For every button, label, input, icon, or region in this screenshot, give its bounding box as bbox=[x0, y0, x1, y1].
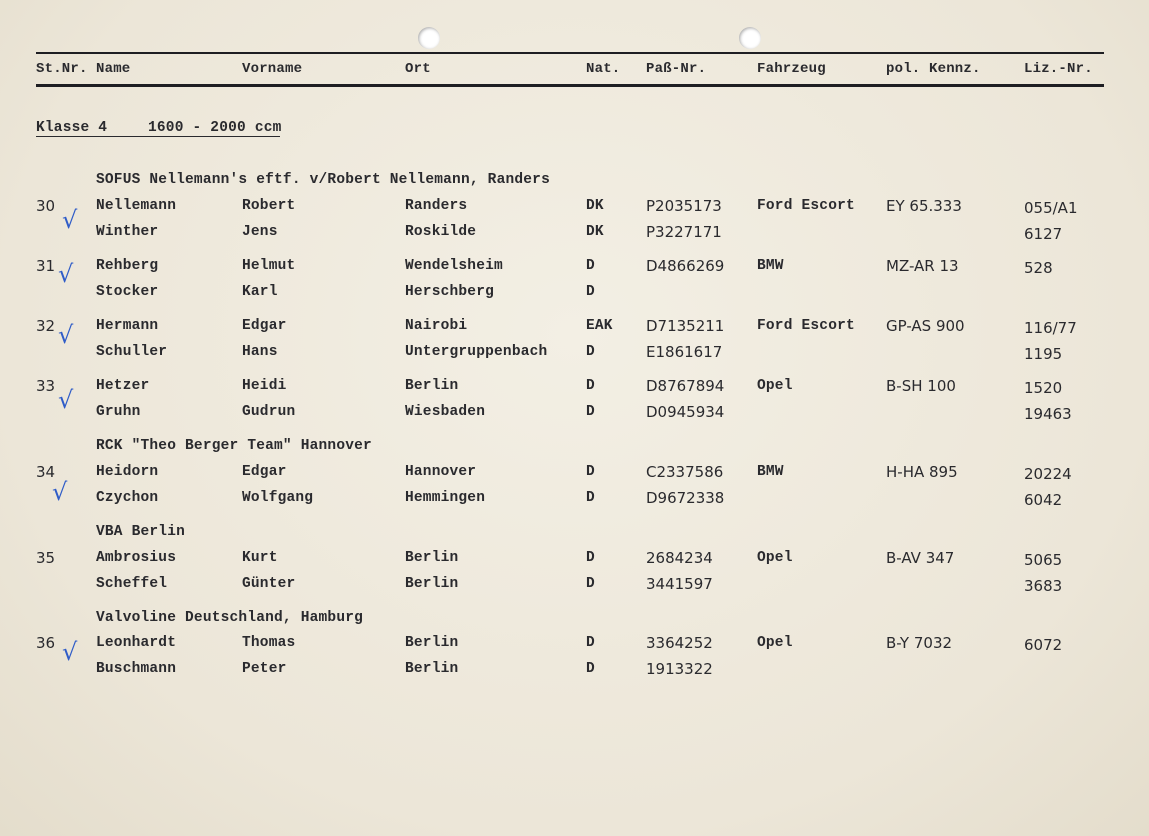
driver-nationality: D bbox=[586, 404, 595, 420]
header-col-kennz: pol. Kennz. bbox=[886, 61, 981, 77]
driver-passport: P3227171 bbox=[646, 223, 722, 241]
driver-surname: Czychon bbox=[96, 490, 159, 506]
team-name: VBA Berlin bbox=[96, 524, 186, 540]
license-plate: MZ-AR 13 bbox=[886, 257, 959, 275]
driver-nationality: D bbox=[586, 550, 595, 566]
license-plate: GP-AS 900 bbox=[886, 317, 965, 335]
start-number: 36 bbox=[36, 634, 56, 652]
start-number: 33 bbox=[36, 377, 56, 395]
checkmark-icon: √ bbox=[62, 206, 78, 234]
punch-hole-left bbox=[418, 27, 440, 49]
driver-license-number: 528 bbox=[1024, 259, 1053, 277]
driver-city: Hannover bbox=[405, 464, 477, 480]
header-col-pass: Paß-Nr. bbox=[646, 61, 707, 77]
driver-surname: Winther bbox=[96, 224, 159, 240]
driver-nationality: D bbox=[586, 576, 595, 592]
driver-city: Wendelsheim bbox=[405, 258, 503, 274]
vehicle: Ford Escort bbox=[757, 318, 855, 334]
driver-passport: D4866269 bbox=[646, 257, 725, 275]
driver-firstname: Peter bbox=[242, 661, 287, 677]
klasse-range: 1600 - 2000 ccm bbox=[148, 120, 282, 136]
header-col-vorname: Vorname bbox=[242, 61, 303, 77]
license-plate: EY 65.333 bbox=[886, 197, 962, 215]
driver-nationality: D bbox=[586, 378, 595, 394]
driver-license-number: 116/77 bbox=[1024, 319, 1077, 337]
driver-surname: Stocker bbox=[96, 284, 159, 300]
driver-firstname: Gudrun bbox=[242, 404, 296, 420]
driver-firstname: Edgar bbox=[242, 318, 287, 334]
driver-city: Nairobi bbox=[405, 318, 468, 334]
driver-firstname: Günter bbox=[242, 576, 296, 592]
driver-surname: Leonhardt bbox=[96, 635, 177, 651]
license-plate: B-Y 7032 bbox=[886, 634, 953, 652]
header-rule-top bbox=[36, 52, 1104, 54]
driver-nationality: DK bbox=[586, 198, 604, 214]
driver-passport: D7135211 bbox=[646, 317, 725, 335]
header-col-stnr: St.Nr. bbox=[36, 61, 88, 77]
driver-firstname: Karl bbox=[242, 284, 278, 300]
driver-firstname: Jens bbox=[242, 224, 278, 240]
driver-passport: D8767894 bbox=[646, 377, 725, 395]
driver-passport: C2337586 bbox=[646, 463, 724, 481]
driver-nationality: D bbox=[586, 258, 595, 274]
start-number: 34 bbox=[36, 463, 56, 481]
vehicle: Ford Escort bbox=[757, 198, 855, 214]
driver-passport: P2035173 bbox=[646, 197, 722, 215]
driver-surname: Scheffel bbox=[96, 576, 168, 592]
driver-nationality: D bbox=[586, 635, 595, 651]
driver-license-number: 6042 bbox=[1024, 491, 1063, 509]
driver-firstname: Edgar bbox=[242, 464, 287, 480]
driver-firstname: Thomas bbox=[242, 635, 296, 651]
driver-passport: 1913322 bbox=[646, 660, 713, 678]
driver-passport: 3441597 bbox=[646, 575, 713, 593]
driver-license-number: 6072 bbox=[1024, 636, 1063, 654]
header-col-fahrzeug: Fahrzeug bbox=[757, 61, 826, 77]
driver-firstname: Kurt bbox=[242, 550, 278, 566]
driver-surname: Hermann bbox=[96, 318, 159, 334]
license-plate: H-HA 895 bbox=[886, 463, 958, 481]
driver-nationality: D bbox=[586, 661, 595, 677]
driver-firstname: Wolfgang bbox=[242, 490, 314, 506]
driver-license-number: 1520 bbox=[1024, 379, 1063, 397]
driver-city: Roskilde bbox=[405, 224, 477, 240]
driver-city: Berlin bbox=[405, 550, 459, 566]
driver-city: Untergruppenbach bbox=[405, 344, 548, 360]
driver-city: Berlin bbox=[405, 635, 459, 651]
vehicle: BMW bbox=[757, 258, 784, 274]
driver-city: Berlin bbox=[405, 378, 459, 394]
driver-nationality: D bbox=[586, 490, 595, 506]
driver-license-number: 5065 bbox=[1024, 551, 1063, 569]
vehicle: Opel bbox=[757, 550, 793, 566]
start-number: 32 bbox=[36, 317, 56, 335]
driver-nationality: D bbox=[586, 464, 595, 480]
license-plate: B-SH 100 bbox=[886, 377, 956, 395]
driver-city: Berlin bbox=[405, 661, 459, 677]
driver-surname: Heidorn bbox=[96, 464, 159, 480]
header-rule-bottom bbox=[36, 84, 1104, 87]
driver-surname: Buschmann bbox=[96, 661, 177, 677]
checkmark-icon: √ bbox=[58, 386, 74, 414]
driver-passport: 3364252 bbox=[646, 634, 713, 652]
header-col-name: Name bbox=[96, 61, 131, 77]
driver-surname: Hetzer bbox=[96, 378, 150, 394]
klasse-label: Klasse 4 bbox=[36, 120, 108, 136]
driver-nationality: EAK bbox=[586, 318, 613, 334]
start-number: 31 bbox=[36, 257, 56, 275]
driver-surname: Schuller bbox=[96, 344, 168, 360]
driver-surname: Nellemann bbox=[96, 198, 177, 214]
driver-firstname: Robert bbox=[242, 198, 296, 214]
driver-passport: E1861617 bbox=[646, 343, 723, 361]
license-plate: B-AV 347 bbox=[886, 549, 955, 567]
driver-license-number: 1195 bbox=[1024, 345, 1063, 363]
header-col-nat: Nat. bbox=[586, 61, 621, 77]
driver-firstname: Heidi bbox=[242, 378, 287, 394]
driver-city: Berlin bbox=[405, 576, 459, 592]
vehicle: Opel bbox=[757, 378, 793, 394]
vehicle: Opel bbox=[757, 635, 793, 651]
vehicle: BMW bbox=[757, 464, 784, 480]
driver-city: Wiesbaden bbox=[405, 404, 486, 420]
driver-license-number: 6127 bbox=[1024, 225, 1063, 243]
driver-city: Hemmingen bbox=[405, 490, 486, 506]
driver-nationality: D bbox=[586, 284, 595, 300]
driver-license-number: 055/A1 bbox=[1024, 199, 1078, 217]
start-number: 35 bbox=[36, 549, 56, 567]
driver-license-number: 20224 bbox=[1024, 465, 1072, 483]
team-name: Valvoline Deutschland, Hamburg bbox=[96, 610, 364, 626]
checkmark-icon: √ bbox=[52, 478, 68, 506]
driver-nationality: DK bbox=[586, 224, 604, 240]
driver-surname: Gruhn bbox=[96, 404, 141, 420]
driver-passport: 2684234 bbox=[646, 549, 713, 567]
driver-surname: Ambrosius bbox=[96, 550, 177, 566]
checkmark-icon: √ bbox=[62, 638, 78, 666]
header-col-ort: Ort bbox=[405, 61, 431, 77]
checkmark-icon: √ bbox=[58, 260, 74, 288]
punch-hole-right bbox=[739, 27, 761, 49]
driver-city: Randers bbox=[405, 198, 468, 214]
driver-license-number: 19463 bbox=[1024, 405, 1072, 423]
driver-city: Herschberg bbox=[405, 284, 495, 300]
team-name: RCK "Theo Berger Team" Hannover bbox=[96, 438, 372, 454]
team-name: SOFUS Nellemann's eftf. v/Robert Nellemann, Randers bbox=[96, 172, 550, 188]
driver-surname: Rehberg bbox=[96, 258, 159, 274]
start-number: 30 bbox=[36, 197, 56, 215]
header-col-liz: Liz.-Nr. bbox=[1024, 61, 1093, 77]
driver-firstname: Hans bbox=[242, 344, 278, 360]
driver-passport: D9672338 bbox=[646, 489, 725, 507]
driver-firstname: Helmut bbox=[242, 258, 296, 274]
driver-nationality: D bbox=[586, 344, 595, 360]
checkmark-icon: √ bbox=[58, 321, 74, 349]
driver-passport: D0945934 bbox=[646, 403, 725, 421]
klasse-underline bbox=[36, 136, 280, 137]
driver-license-number: 3683 bbox=[1024, 577, 1063, 595]
